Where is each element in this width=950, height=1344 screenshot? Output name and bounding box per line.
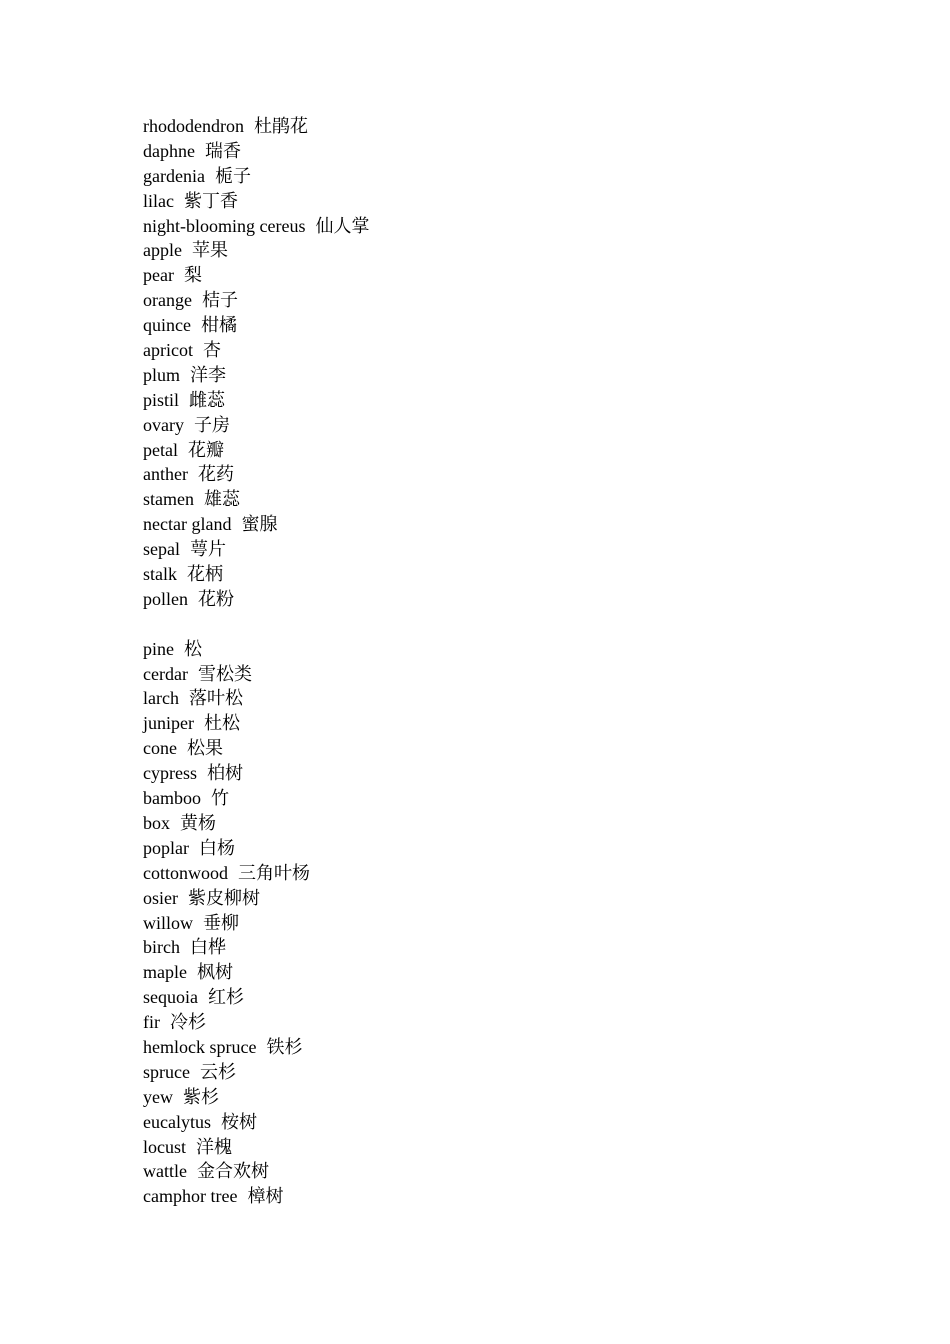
- chinese-translation: 雄蕊: [204, 489, 240, 510]
- english-term: quince: [143, 315, 191, 336]
- english-term: hemlock spruce: [143, 1036, 257, 1057]
- list-item: [143, 637, 369, 662]
- chinese-translation: 垂柳: [203, 912, 240, 933]
- list-item: [143, 413, 369, 438]
- chinese-translation: 三角叶杨: [238, 862, 310, 883]
- english-term: juniper: [143, 713, 194, 734]
- list-item: [143, 189, 369, 214]
- list-item: [143, 786, 369, 811]
- chinese-translation: 柏树: [206, 763, 243, 784]
- english-term: box: [143, 812, 170, 833]
- english-term: pollen: [143, 588, 188, 609]
- chinese-translation: 花柄: [187, 564, 223, 585]
- english-term: larch: [143, 688, 179, 709]
- list-item: [143, 462, 369, 487]
- list-item: [143, 1085, 369, 1110]
- list-item: [143, 238, 369, 263]
- chinese-translation: 白杨: [198, 837, 235, 858]
- list-item: [143, 388, 369, 413]
- english-term: cottonwood: [143, 862, 228, 883]
- list-item: [143, 164, 369, 189]
- english-term: rhododendron: [143, 116, 244, 136]
- list-item: [143, 363, 369, 388]
- chinese-translation: 铁杉: [266, 1036, 303, 1057]
- list-item: [143, 985, 369, 1010]
- english-term: yew: [143, 1086, 173, 1107]
- chinese-translation: 落叶松: [188, 688, 243, 709]
- chinese-translation: 杏: [202, 340, 221, 361]
- list-item: [143, 836, 369, 861]
- english-term: pine: [143, 638, 174, 659]
- english-term: nectar gland: [143, 514, 232, 535]
- list-item: [143, 587, 369, 612]
- chinese-translation: 冷杉: [170, 1012, 206, 1033]
- list-item: [143, 736, 369, 761]
- chinese-translation: 栀子: [214, 165, 251, 186]
- english-term: apple: [143, 240, 182, 261]
- list-item: [143, 1110, 369, 1135]
- english-term: camphor tree: [143, 1186, 238, 1207]
- english-term: apricot: [143, 340, 193, 361]
- chinese-translation: 黄杨: [180, 812, 216, 833]
- list-item: [143, 1159, 369, 1184]
- list-item: [143, 562, 369, 587]
- chinese-translation: 仙人掌: [315, 215, 370, 236]
- chinese-translation: 瑞香: [204, 140, 241, 161]
- chinese-translation: 紫杉: [183, 1086, 219, 1107]
- english-term: willow: [143, 912, 194, 933]
- list-item: [143, 911, 369, 936]
- chinese-translation: 金合欢树: [196, 1161, 269, 1182]
- list-item: [143, 811, 369, 836]
- chinese-translation: 萼片: [189, 539, 226, 560]
- english-term: fir: [143, 1012, 160, 1033]
- list-item: [143, 1060, 369, 1085]
- list-item: [143, 1184, 369, 1209]
- chinese-translation: 白桦: [189, 937, 226, 958]
- list-item: [143, 338, 369, 363]
- english-term: plum: [143, 364, 181, 385]
- english-term: sequoia: [143, 987, 198, 1008]
- english-term: stalk: [143, 564, 177, 585]
- english-term: poplar: [143, 837, 189, 858]
- list-item: [143, 662, 369, 687]
- chinese-translation: 桔子: [201, 290, 238, 311]
- chinese-translation: 雌蕊: [189, 389, 226, 410]
- english-term: pistil: [143, 389, 180, 410]
- chinese-translation: 松果: [186, 738, 223, 759]
- english-term: cerdar: [143, 663, 188, 684]
- list-item: [143, 288, 369, 313]
- english-term: maple: [143, 962, 187, 983]
- list-item: [143, 114, 369, 139]
- english-term: eucalytus: [143, 1111, 211, 1132]
- list-item: [143, 886, 369, 911]
- list-item: [143, 711, 369, 736]
- english-term: bamboo: [143, 788, 201, 809]
- list-item: [143, 487, 369, 512]
- list-item: [143, 1010, 369, 1035]
- chinese-translation: 苹果: [191, 240, 228, 261]
- chinese-translation: 柑橘: [200, 315, 237, 336]
- list-item: [143, 313, 369, 338]
- list-item: [143, 1035, 369, 1060]
- chinese-translation: 桉树: [220, 1111, 257, 1132]
- list-item: [143, 861, 369, 886]
- list-item: [143, 263, 369, 288]
- section-spacer: [143, 612, 369, 637]
- chinese-translation: 松: [184, 638, 202, 659]
- list-item: [143, 537, 369, 562]
- english-term: anther: [143, 464, 188, 485]
- chinese-translation: 紫皮柳树: [188, 887, 260, 908]
- list-item: [143, 935, 369, 960]
- chinese-translation: 蜜腺: [241, 514, 278, 535]
- chinese-translation: 杜鹃花: [253, 116, 308, 136]
- chinese-translation: 花粉: [198, 588, 234, 609]
- chinese-translation: 竹: [211, 788, 229, 809]
- english-term: gardenia: [143, 165, 205, 186]
- english-term: petal: [143, 439, 178, 460]
- list-item: [143, 686, 369, 711]
- list-item: [143, 761, 369, 786]
- chinese-translation: 花瓣: [187, 439, 224, 460]
- english-term: wattle: [143, 1161, 187, 1182]
- english-term: orange: [143, 290, 192, 311]
- english-term: stamen: [143, 489, 194, 510]
- english-term: night-blooming cereus: [143, 215, 306, 236]
- chinese-translation: 红杉: [207, 987, 244, 1008]
- list-item: [143, 960, 369, 985]
- list-item: [143, 438, 369, 463]
- chinese-translation: 樟树: [247, 1186, 284, 1207]
- chinese-translation: 子房: [193, 414, 230, 435]
- english-term: osier: [143, 887, 178, 908]
- chinese-translation: 枫树: [196, 962, 233, 983]
- vocabulary-list: [143, 114, 369, 1209]
- chinese-translation: 杜松: [204, 713, 240, 734]
- list-item: [143, 512, 369, 537]
- chinese-translation: 梨: [183, 265, 202, 286]
- english-term: lilac: [143, 190, 174, 211]
- chinese-translation: 雪松类: [197, 663, 252, 684]
- english-term: ovary: [143, 414, 184, 435]
- chinese-translation: 云杉: [199, 1061, 236, 1082]
- english-term: pear: [143, 265, 174, 286]
- english-term: cypress: [143, 763, 197, 784]
- chinese-translation: 花药: [197, 464, 234, 485]
- chinese-translation: 洋李: [190, 364, 227, 385]
- list-item: [143, 139, 369, 164]
- english-term: locust: [143, 1136, 186, 1157]
- chinese-translation: 紫丁香: [183, 190, 238, 211]
- english-term: sepal: [143, 539, 180, 560]
- list-item: [143, 214, 369, 239]
- english-term: cone: [143, 738, 177, 759]
- list-item: [143, 1135, 369, 1160]
- chinese-translation: 洋槐: [196, 1136, 232, 1157]
- english-term: birch: [143, 937, 180, 958]
- english-term: spruce: [143, 1061, 190, 1082]
- english-term: daphne: [143, 140, 195, 161]
